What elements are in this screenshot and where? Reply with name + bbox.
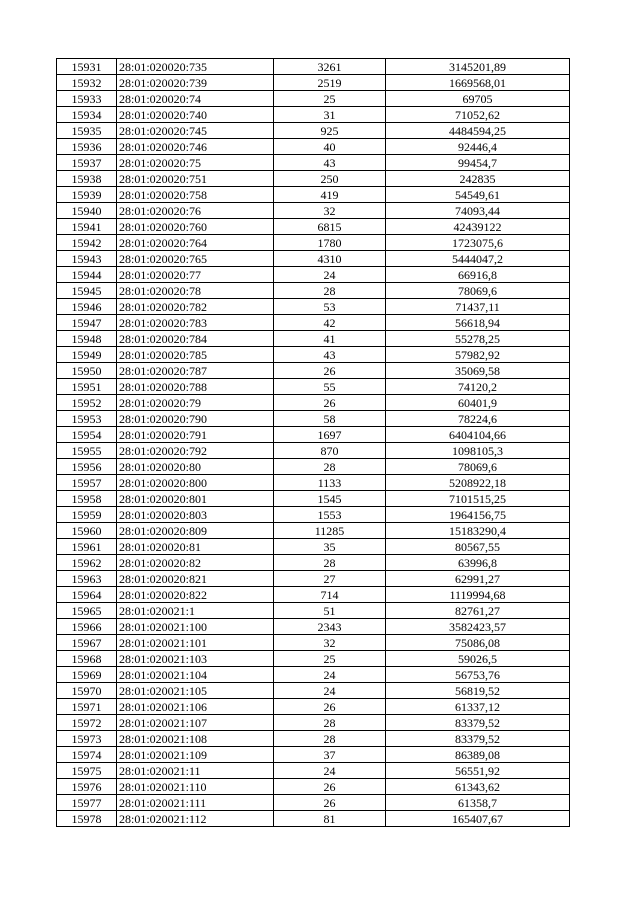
table-body [57, 59, 570, 827]
value-cell: 86389,08 [386, 747, 570, 763]
cadastral-number-cell: 28:01:020020:74 [117, 91, 274, 107]
row-number-cell: 15958 [57, 491, 117, 507]
area-cell: 28 [274, 459, 386, 475]
row-number-cell: 15933 [57, 91, 117, 107]
area-cell: 26 [274, 779, 386, 795]
table-row [57, 779, 570, 795]
area-cell: 419 [274, 187, 386, 203]
row-number-cell: 15964 [57, 587, 117, 603]
area-cell: 26 [274, 363, 386, 379]
value-cell: 42439122 [386, 219, 570, 235]
table-row [57, 523, 570, 539]
row-number-cell: 15962 [57, 555, 117, 571]
cadastral-number-cell: 28:01:020021:107 [117, 715, 274, 731]
row-number-cell: 15938 [57, 171, 117, 187]
value-cell: 83379,52 [386, 715, 570, 731]
value-cell: 4484594,25 [386, 123, 570, 139]
table-row [57, 155, 570, 171]
value-cell: 6404104,66 [386, 427, 570, 443]
cadastral-number-cell: 28:01:020020:764 [117, 235, 274, 251]
value-cell: 78069,6 [386, 459, 570, 475]
area-cell: 37 [274, 747, 386, 763]
value-cell: 61343,62 [386, 779, 570, 795]
area-cell: 870 [274, 443, 386, 459]
cadastral-number-cell: 28:01:020020:75 [117, 155, 274, 171]
table-row [57, 123, 570, 139]
row-number-cell: 15978 [57, 811, 117, 827]
cadastral-number-cell: 28:01:020020:745 [117, 123, 274, 139]
value-cell: 56819,52 [386, 683, 570, 699]
cadastral-number-cell: 28:01:020020:809 [117, 523, 274, 539]
value-cell: 69705 [386, 91, 570, 107]
cadastral-number-cell: 28:01:020020:735 [117, 59, 274, 75]
value-cell: 63996,8 [386, 555, 570, 571]
table-row [57, 59, 570, 75]
value-cell: 80567,55 [386, 539, 570, 555]
value-cell: 71052,62 [386, 107, 570, 123]
row-number-cell: 15957 [57, 475, 117, 491]
table-row [57, 75, 570, 91]
value-cell: 78069,6 [386, 283, 570, 299]
area-cell: 43 [274, 347, 386, 363]
value-cell: 61337,12 [386, 699, 570, 715]
area-cell: 35 [274, 539, 386, 555]
area-cell: 58 [274, 411, 386, 427]
table-row [57, 635, 570, 651]
value-cell: 99454,7 [386, 155, 570, 171]
value-cell: 1098105,3 [386, 443, 570, 459]
area-cell: 28 [274, 715, 386, 731]
area-cell: 24 [274, 267, 386, 283]
value-cell: 3582423,57 [386, 619, 570, 635]
cadastral-number-cell: 28:01:020020:803 [117, 507, 274, 523]
cadastral-number-cell: 28:01:020020:82 [117, 555, 274, 571]
value-cell: 56753,76 [386, 667, 570, 683]
row-number-cell: 15977 [57, 795, 117, 811]
row-number-cell: 15966 [57, 619, 117, 635]
value-cell: 74093,44 [386, 203, 570, 219]
row-number-cell: 15950 [57, 363, 117, 379]
table-row [57, 603, 570, 619]
cadastral-number-cell: 28:01:020020:81 [117, 539, 274, 555]
cadastral-number-cell: 28:01:020020:783 [117, 315, 274, 331]
table-row [57, 507, 570, 523]
value-cell: 1669568,01 [386, 75, 570, 91]
value-cell: 82761,27 [386, 603, 570, 619]
table-row [57, 347, 570, 363]
table-row [57, 539, 570, 555]
cadastral-number-cell: 28:01:020021:103 [117, 651, 274, 667]
value-cell: 242835 [386, 171, 570, 187]
area-cell: 2343 [274, 619, 386, 635]
table-row [57, 139, 570, 155]
table-row [57, 283, 570, 299]
value-cell: 56618,94 [386, 315, 570, 331]
row-number-cell: 15949 [57, 347, 117, 363]
cadastral-number-cell: 28:01:020020:821 [117, 571, 274, 587]
table-row [57, 331, 570, 347]
table-row [57, 267, 570, 283]
cadastral-number-cell: 28:01:020021:112 [117, 811, 274, 827]
row-number-cell: 15969 [57, 667, 117, 683]
area-cell: 1545 [274, 491, 386, 507]
cadastral-number-cell: 28:01:020020:758 [117, 187, 274, 203]
area-cell: 81 [274, 811, 386, 827]
cadastral-number-cell: 28:01:020020:782 [117, 299, 274, 315]
row-number-cell: 15943 [57, 251, 117, 267]
row-number-cell: 15965 [57, 603, 117, 619]
table-row [57, 715, 570, 731]
area-cell: 28 [274, 283, 386, 299]
table-row [57, 811, 570, 827]
area-cell: 41 [274, 331, 386, 347]
table-row [57, 763, 570, 779]
row-number-cell: 15948 [57, 331, 117, 347]
value-cell: 1723075,6 [386, 235, 570, 251]
area-cell: 4310 [274, 251, 386, 267]
row-number-cell: 15939 [57, 187, 117, 203]
row-number-cell: 15947 [57, 315, 117, 331]
row-number-cell: 15968 [57, 651, 117, 667]
cadastral-number-cell: 28:01:020021:106 [117, 699, 274, 715]
cadastral-number-cell: 28:01:020021:11 [117, 763, 274, 779]
cadastral-number-cell: 28:01:020020:740 [117, 107, 274, 123]
area-cell: 26 [274, 395, 386, 411]
area-cell: 24 [274, 763, 386, 779]
value-cell: 54549,61 [386, 187, 570, 203]
value-cell: 3145201,89 [386, 59, 570, 75]
table-row [57, 667, 570, 683]
cadastral-number-cell: 28:01:020020:790 [117, 411, 274, 427]
value-cell: 61358,7 [386, 795, 570, 811]
value-cell: 165407,67 [386, 811, 570, 827]
row-number-cell: 15961 [57, 539, 117, 555]
value-cell: 57982,92 [386, 347, 570, 363]
cadastral-number-cell: 28:01:020020:739 [117, 75, 274, 91]
area-cell: 26 [274, 699, 386, 715]
cadastral-number-cell: 28:01:020021:104 [117, 667, 274, 683]
row-number-cell: 15954 [57, 427, 117, 443]
row-number-cell: 15971 [57, 699, 117, 715]
value-cell: 1119994,68 [386, 587, 570, 603]
cadastral-number-cell: 28:01:020020:760 [117, 219, 274, 235]
row-number-cell: 15970 [57, 683, 117, 699]
table-row [57, 235, 570, 251]
cadastral-number-cell: 28:01:020020:792 [117, 443, 274, 459]
table-row [57, 315, 570, 331]
table-row [57, 555, 570, 571]
area-cell: 27 [274, 571, 386, 587]
value-cell: 71437,11 [386, 299, 570, 315]
area-cell: 25 [274, 91, 386, 107]
row-number-cell: 15937 [57, 155, 117, 171]
cadastral-number-cell: 28:01:020021:101 [117, 635, 274, 651]
cadastral-number-cell: 28:01:020021:1 [117, 603, 274, 619]
value-cell: 15183290,4 [386, 523, 570, 539]
row-number-cell: 15944 [57, 267, 117, 283]
cadastral-number-cell: 28:01:020020:784 [117, 331, 274, 347]
table-row [57, 299, 570, 315]
value-cell: 1964156,75 [386, 507, 570, 523]
cadastral-number-cell: 28:01:020020:765 [117, 251, 274, 267]
cadastral-number-cell: 28:01:020020:822 [117, 587, 274, 603]
cadastral-table [56, 58, 570, 827]
table-row [57, 795, 570, 811]
cadastral-number-cell: 28:01:020020:79 [117, 395, 274, 411]
row-number-cell: 15956 [57, 459, 117, 475]
area-cell: 1780 [274, 235, 386, 251]
cadastral-number-cell: 28:01:020020:80 [117, 459, 274, 475]
row-number-cell: 15951 [57, 379, 117, 395]
area-cell: 43 [274, 155, 386, 171]
area-cell: 32 [274, 203, 386, 219]
value-cell: 62991,27 [386, 571, 570, 587]
area-cell: 55 [274, 379, 386, 395]
value-cell: 83379,52 [386, 731, 570, 747]
area-cell: 925 [274, 123, 386, 139]
table-row [57, 251, 570, 267]
value-cell: 5208922,18 [386, 475, 570, 491]
cadastral-number-cell: 28:01:020020:791 [117, 427, 274, 443]
row-number-cell: 15935 [57, 123, 117, 139]
table-row [57, 395, 570, 411]
row-number-cell: 15931 [57, 59, 117, 75]
row-number-cell: 15955 [57, 443, 117, 459]
area-cell: 714 [274, 587, 386, 603]
value-cell: 35069,58 [386, 363, 570, 379]
value-cell: 75086,08 [386, 635, 570, 651]
cadastral-number-cell: 28:01:020020:77 [117, 267, 274, 283]
table-row [57, 443, 570, 459]
area-cell: 25 [274, 651, 386, 667]
cadastral-number-cell: 28:01:020021:109 [117, 747, 274, 763]
cadastral-number-cell: 28:01:020021:111 [117, 795, 274, 811]
cadastral-number-cell: 28:01:020020:801 [117, 491, 274, 507]
value-cell: 78224,6 [386, 411, 570, 427]
row-number-cell: 15972 [57, 715, 117, 731]
value-cell: 74120,2 [386, 379, 570, 395]
table-row [57, 475, 570, 491]
area-cell: 31 [274, 107, 386, 123]
cadastral-number-cell: 28:01:020021:108 [117, 731, 274, 747]
area-cell: 28 [274, 555, 386, 571]
row-number-cell: 15959 [57, 507, 117, 523]
table-row [57, 683, 570, 699]
area-cell: 32 [274, 635, 386, 651]
area-cell: 42 [274, 315, 386, 331]
table-row [57, 411, 570, 427]
value-cell: 60401,9 [386, 395, 570, 411]
cadastral-number-cell: 28:01:020020:76 [117, 203, 274, 219]
table-row [57, 219, 570, 235]
row-number-cell: 15963 [57, 571, 117, 587]
table-row [57, 171, 570, 187]
table-row [57, 459, 570, 475]
table-row [57, 107, 570, 123]
table-row [57, 699, 570, 715]
area-cell: 6815 [274, 219, 386, 235]
cadastral-number-cell: 28:01:020020:78 [117, 283, 274, 299]
area-cell: 1697 [274, 427, 386, 443]
row-number-cell: 15960 [57, 523, 117, 539]
row-number-cell: 15975 [57, 763, 117, 779]
cadastral-number-cell: 28:01:020020:746 [117, 139, 274, 155]
row-number-cell: 15974 [57, 747, 117, 763]
table-row [57, 187, 570, 203]
row-number-cell: 15952 [57, 395, 117, 411]
row-number-cell: 15942 [57, 235, 117, 251]
area-cell: 1133 [274, 475, 386, 491]
table-row [57, 587, 570, 603]
row-number-cell: 15953 [57, 411, 117, 427]
area-cell: 1553 [274, 507, 386, 523]
cadastral-number-cell: 28:01:020020:751 [117, 171, 274, 187]
table-row [57, 651, 570, 667]
row-number-cell: 15932 [57, 75, 117, 91]
cadastral-number-cell: 28:01:020021:110 [117, 779, 274, 795]
cadastral-number-cell: 28:01:020021:100 [117, 619, 274, 635]
row-number-cell: 15976 [57, 779, 117, 795]
cadastral-number-cell: 28:01:020020:800 [117, 475, 274, 491]
area-cell: 51 [274, 603, 386, 619]
area-cell: 250 [274, 171, 386, 187]
row-number-cell: 15934 [57, 107, 117, 123]
row-number-cell: 15945 [57, 283, 117, 299]
row-number-cell: 15941 [57, 219, 117, 235]
value-cell: 56551,92 [386, 763, 570, 779]
value-cell: 5444047,2 [386, 251, 570, 267]
cadastral-number-cell: 28:01:020020:785 [117, 347, 274, 363]
table-row [57, 203, 570, 219]
area-cell: 11285 [274, 523, 386, 539]
area-cell: 24 [274, 683, 386, 699]
area-cell: 3261 [274, 59, 386, 75]
area-cell: 26 [274, 795, 386, 811]
value-cell: 66916,8 [386, 267, 570, 283]
table-row [57, 379, 570, 395]
cadastral-number-cell: 28:01:020020:787 [117, 363, 274, 379]
area-cell: 24 [274, 667, 386, 683]
value-cell: 59026,5 [386, 651, 570, 667]
table-row [57, 747, 570, 763]
row-number-cell: 15973 [57, 731, 117, 747]
table-row [57, 91, 570, 107]
row-number-cell: 15940 [57, 203, 117, 219]
table-row [57, 571, 570, 587]
area-cell: 28 [274, 731, 386, 747]
table-row [57, 731, 570, 747]
area-cell: 53 [274, 299, 386, 315]
table-row [57, 363, 570, 379]
row-number-cell: 15946 [57, 299, 117, 315]
area-cell: 40 [274, 139, 386, 155]
cadastral-number-cell: 28:01:020021:105 [117, 683, 274, 699]
value-cell: 7101515,25 [386, 491, 570, 507]
table-row [57, 619, 570, 635]
value-cell: 55278,25 [386, 331, 570, 347]
value-cell: 92446,4 [386, 139, 570, 155]
table-row [57, 427, 570, 443]
cadastral-number-cell: 28:01:020020:788 [117, 379, 274, 395]
row-number-cell: 15936 [57, 139, 117, 155]
table-row [57, 491, 570, 507]
area-cell: 2519 [274, 75, 386, 91]
row-number-cell: 15967 [57, 635, 117, 651]
